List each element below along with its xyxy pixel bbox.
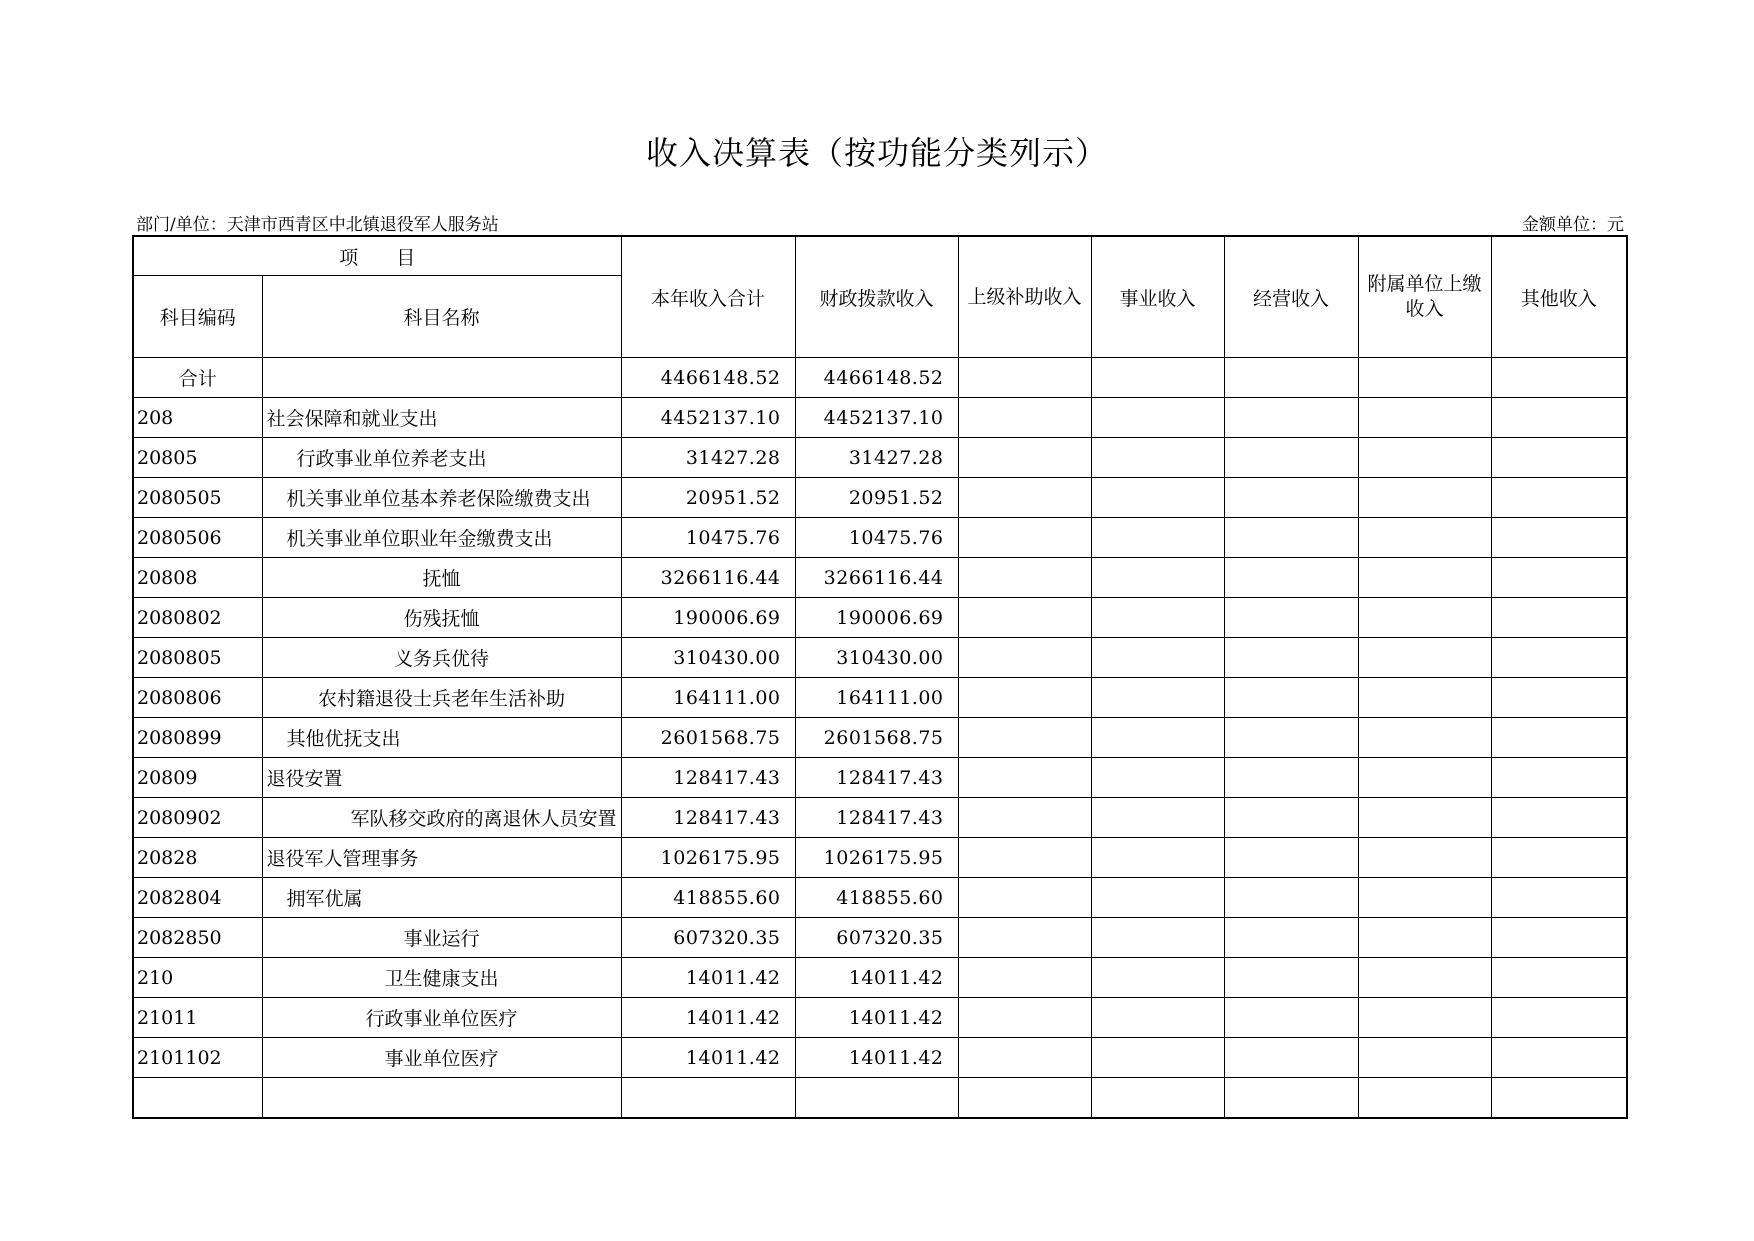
row-fiscal: 14011.42 xyxy=(795,958,958,998)
row-total: 607320.35 xyxy=(621,918,795,958)
empty-cell xyxy=(958,398,1091,438)
row-name: 行政事业单位医疗 xyxy=(262,998,621,1038)
empty-cell xyxy=(958,598,1091,638)
empty-cell xyxy=(958,558,1091,598)
header-code: 科目编码 xyxy=(133,276,262,358)
row-fiscal: 310430.00 xyxy=(795,638,958,678)
row-code: 20808 xyxy=(133,558,262,598)
row-total: 310430.00 xyxy=(621,638,795,678)
row-total: 14011.42 xyxy=(621,998,795,1038)
empty-cell xyxy=(958,438,1091,478)
empty-cell xyxy=(1091,958,1224,998)
empty-cell xyxy=(958,358,1091,398)
amount-unit-label: 金额单位：元 xyxy=(1522,215,1624,235)
empty-cell xyxy=(1358,358,1491,398)
empty-cell xyxy=(1224,918,1358,958)
header-operating: 经营收入 xyxy=(1224,236,1358,358)
empty-cell xyxy=(1358,438,1491,478)
empty-cell xyxy=(1491,478,1627,518)
row-name: 农村籍退役士兵老年生活补助 xyxy=(262,678,621,718)
unit-label: 部门/单位：天津市西青区中北镇退役军人服务站 xyxy=(136,215,499,235)
row-fiscal: 418855.60 xyxy=(795,878,958,918)
empty-cell xyxy=(1358,918,1491,958)
empty-cell xyxy=(1091,838,1224,878)
row-code: 2080506 xyxy=(133,518,262,558)
row-name: 军队移交政府的离退休人员安置 xyxy=(262,798,621,838)
table-row xyxy=(133,518,1627,558)
row-total: 128417.43 xyxy=(621,798,795,838)
row-total: 10475.76 xyxy=(621,518,795,558)
row-name: 拥军优属 xyxy=(262,878,621,918)
row-code: 2080902 xyxy=(133,798,262,838)
empty-cell xyxy=(1358,718,1491,758)
row-name: 卫生健康支出 xyxy=(262,958,621,998)
row-total: 3266116.44 xyxy=(621,558,795,598)
row-code: 21011 xyxy=(133,998,262,1038)
header-project: 项 目 xyxy=(133,236,621,276)
row-fiscal: 1026175.95 xyxy=(795,838,958,878)
row-total: 20951.52 xyxy=(621,478,795,518)
row-fiscal: 14011.42 xyxy=(795,1038,958,1078)
empty-cell xyxy=(1224,598,1358,638)
empty-cell xyxy=(1091,358,1224,398)
empty-cell xyxy=(1224,998,1358,1038)
empty-cell xyxy=(1358,758,1491,798)
table-row-empty xyxy=(133,1078,1627,1119)
empty-cell xyxy=(1358,558,1491,598)
empty-cell xyxy=(1491,598,1627,638)
empty-cell xyxy=(1224,558,1358,598)
empty-cell xyxy=(1358,1078,1491,1119)
empty-cell xyxy=(1491,558,1627,598)
empty-cell xyxy=(1491,1078,1627,1119)
row-total: 14011.42 xyxy=(621,958,795,998)
empty-cell xyxy=(958,998,1091,1038)
row-name: 社会保障和就业支出 xyxy=(262,398,621,438)
empty-cell xyxy=(1224,518,1358,558)
income-report-table xyxy=(132,235,1628,1119)
empty-cell xyxy=(1491,678,1627,718)
empty-cell xyxy=(1224,1038,1358,1078)
empty-cell xyxy=(1091,678,1224,718)
empty-cell xyxy=(1224,718,1358,758)
empty-cell xyxy=(1091,558,1224,598)
table-row xyxy=(133,678,1627,718)
empty-cell xyxy=(1224,638,1358,678)
row-code: 20805 xyxy=(133,438,262,478)
empty-cell xyxy=(1091,638,1224,678)
empty-cell xyxy=(1358,838,1491,878)
table-row xyxy=(133,598,1627,638)
table-row xyxy=(133,918,1627,958)
empty-cell xyxy=(1091,998,1224,1038)
row-name: 伤残抚恤 xyxy=(262,598,621,638)
row-name: 行政事业单位养老支出 xyxy=(262,438,621,478)
table-row xyxy=(133,558,1627,598)
empty-cell xyxy=(1224,478,1358,518)
row-fiscal: 3266116.44 xyxy=(795,558,958,598)
empty-cell xyxy=(262,1078,621,1119)
empty-cell xyxy=(1358,478,1491,518)
header-affiliated: 附属单位上缴收入 xyxy=(1358,236,1491,358)
table-row xyxy=(133,798,1627,838)
row-total: 14011.42 xyxy=(621,1038,795,1078)
empty-cell xyxy=(1091,1078,1224,1119)
empty-cell xyxy=(1091,398,1224,438)
empty-cell xyxy=(958,518,1091,558)
row-name: 退役安置 xyxy=(262,758,621,798)
header-fiscal: 财政拨款收入 xyxy=(795,236,958,358)
header-upper-subsidy: 上级补助收入 xyxy=(958,236,1091,358)
empty-cell xyxy=(1491,998,1627,1038)
table-row xyxy=(133,878,1627,918)
table-row xyxy=(133,638,1627,678)
row-name: 抚恤 xyxy=(262,558,621,598)
empty-cell xyxy=(1491,918,1627,958)
empty-cell xyxy=(1224,878,1358,918)
empty-cell xyxy=(1091,598,1224,638)
empty-cell xyxy=(958,678,1091,718)
row-total: 4452137.10 xyxy=(621,398,795,438)
empty-cell xyxy=(958,918,1091,958)
row-total: 418855.60 xyxy=(621,878,795,918)
empty-cell xyxy=(1491,718,1627,758)
row-fiscal: 607320.35 xyxy=(795,918,958,958)
row-total: 164111.00 xyxy=(621,678,795,718)
row-code: 2080805 xyxy=(133,638,262,678)
empty-cell xyxy=(1358,878,1491,918)
table-row xyxy=(133,998,1627,1038)
empty-cell xyxy=(133,1078,262,1119)
empty-cell xyxy=(1091,878,1224,918)
empty-cell xyxy=(621,1078,795,1119)
empty-cell xyxy=(1224,438,1358,478)
table-row xyxy=(133,398,1627,438)
row-name: 机关事业单位基本养老保险缴费支出 xyxy=(262,478,621,518)
row-code: 2080802 xyxy=(133,598,262,638)
row-name: 机关事业单位职业年金缴费支出 xyxy=(262,518,621,558)
row-fiscal: 20951.52 xyxy=(795,478,958,518)
empty-cell xyxy=(958,798,1091,838)
row-fiscal: 31427.28 xyxy=(795,438,958,478)
empty-cell xyxy=(958,758,1091,798)
row-fiscal: 4452137.10 xyxy=(795,398,958,438)
header-name: 科目名称 xyxy=(262,276,621,358)
row-total: 31427.28 xyxy=(621,438,795,478)
empty-cell xyxy=(1224,1078,1358,1119)
row-name: 事业运行 xyxy=(262,918,621,958)
row-fiscal: 128417.43 xyxy=(795,798,958,838)
row-code: 2080899 xyxy=(133,718,262,758)
row-total: 1026175.95 xyxy=(621,838,795,878)
empty-cell xyxy=(1091,478,1224,518)
empty-cell xyxy=(958,1038,1091,1078)
row-fiscal: 190006.69 xyxy=(795,598,958,638)
table-row xyxy=(133,1038,1627,1078)
row-fiscal: 2601568.75 xyxy=(795,718,958,758)
empty-cell xyxy=(1224,798,1358,838)
table-row-total xyxy=(133,358,1627,398)
empty-cell xyxy=(1491,638,1627,678)
empty-cell xyxy=(1091,718,1224,758)
table-row xyxy=(133,758,1627,798)
row-fiscal: 10475.76 xyxy=(795,518,958,558)
row-fiscal: 4466148.52 xyxy=(795,358,958,398)
row-code: 2082804 xyxy=(133,878,262,918)
empty-cell xyxy=(1091,438,1224,478)
row-name xyxy=(262,358,621,398)
empty-cell xyxy=(1358,638,1491,678)
page-title: 收入决算表（按功能分类列示） xyxy=(645,134,1108,172)
empty-cell xyxy=(1491,838,1627,878)
empty-cell xyxy=(1091,758,1224,798)
row-name: 其他优抚支出 xyxy=(262,718,621,758)
row-total: 128417.43 xyxy=(621,758,795,798)
empty-cell xyxy=(1224,758,1358,798)
row-code: 合计 xyxy=(133,358,262,398)
row-code: 208 xyxy=(133,398,262,438)
empty-cell xyxy=(1491,958,1627,998)
row-code: 210 xyxy=(133,958,262,998)
empty-cell xyxy=(1491,878,1627,918)
table-row xyxy=(133,478,1627,518)
empty-cell xyxy=(1358,678,1491,718)
table-row xyxy=(133,438,1627,478)
row-name: 事业单位医疗 xyxy=(262,1038,621,1078)
empty-cell xyxy=(1091,1038,1224,1078)
empty-cell xyxy=(1224,838,1358,878)
row-name: 义务兵优待 xyxy=(262,638,621,678)
row-fiscal: 164111.00 xyxy=(795,678,958,718)
empty-cell xyxy=(1224,678,1358,718)
row-total: 2601568.75 xyxy=(621,718,795,758)
row-total: 4466148.52 xyxy=(621,358,795,398)
empty-cell xyxy=(958,878,1091,918)
row-code: 20809 xyxy=(133,758,262,798)
table-row xyxy=(133,958,1627,998)
empty-cell xyxy=(1491,518,1627,558)
empty-cell xyxy=(1358,1038,1491,1078)
row-code: 2101102 xyxy=(133,1038,262,1078)
empty-cell xyxy=(958,638,1091,678)
empty-cell xyxy=(1224,398,1358,438)
empty-cell xyxy=(1491,798,1627,838)
row-code: 2080505 xyxy=(133,478,262,518)
table-row xyxy=(133,838,1627,878)
empty-cell xyxy=(1358,518,1491,558)
empty-cell xyxy=(1491,358,1627,398)
row-fiscal: 14011.42 xyxy=(795,998,958,1038)
empty-cell xyxy=(1091,518,1224,558)
empty-cell xyxy=(1491,438,1627,478)
empty-cell xyxy=(1358,998,1491,1038)
empty-cell xyxy=(958,958,1091,998)
empty-cell xyxy=(1358,398,1491,438)
empty-cell xyxy=(958,718,1091,758)
header-other: 其他收入 xyxy=(1491,236,1627,358)
header-total: 本年收入合计 xyxy=(621,236,795,358)
empty-cell xyxy=(1224,958,1358,998)
empty-cell xyxy=(958,478,1091,518)
row-fiscal: 128417.43 xyxy=(795,758,958,798)
table-row xyxy=(133,718,1627,758)
empty-cell xyxy=(1491,398,1627,438)
row-code: 20828 xyxy=(133,838,262,878)
empty-cell xyxy=(1358,798,1491,838)
empty-cell xyxy=(1491,758,1627,798)
empty-cell xyxy=(1224,358,1358,398)
row-name: 退役军人管理事务 xyxy=(262,838,621,878)
empty-cell xyxy=(1091,798,1224,838)
empty-cell xyxy=(958,838,1091,878)
row-code: 2080806 xyxy=(133,678,262,718)
row-total: 190006.69 xyxy=(621,598,795,638)
empty-cell xyxy=(1358,958,1491,998)
empty-cell xyxy=(795,1078,958,1119)
empty-cell xyxy=(1358,598,1491,638)
row-code: 2082850 xyxy=(133,918,262,958)
empty-cell xyxy=(1091,918,1224,958)
empty-cell xyxy=(958,1078,1091,1119)
empty-cell xyxy=(1491,1038,1627,1078)
header-business: 事业收入 xyxy=(1091,236,1224,358)
